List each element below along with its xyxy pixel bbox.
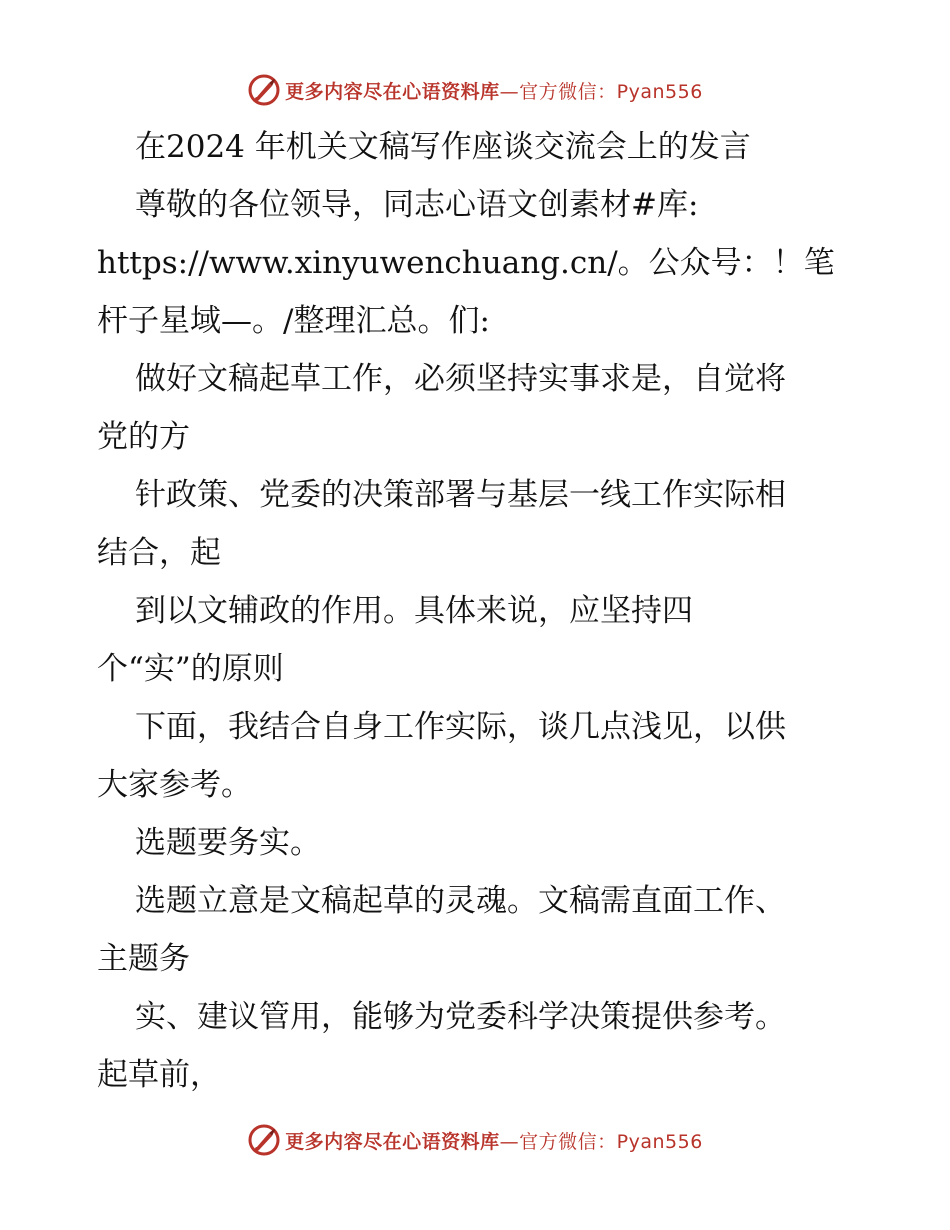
header-separator: — [499,80,520,103]
header-brand-text: 更多内容尽在心语资料库 [285,80,500,103]
header-banner-text [285,77,703,104]
document-line: 选题要务实。 [135,825,321,861]
document-line: 个“实”的原则 [97,651,284,687]
document-line: 做好文稿起草工作，必须坚持实事求是，自觉将 [135,361,786,397]
document-line: 起草前， [97,1057,221,1093]
document-line: 尊敬的各位领导，同志心语文创素材#库: [135,187,699,223]
brush-logo-icon [247,73,281,107]
document-line: 选题立意是文稿起草的灵魂。文稿需直面工作、 [135,883,786,919]
document-body [97,118,857,1104]
document-line: https://www.xinyuwenchuang.cn/。公众号：！笔 [97,245,835,281]
document-line: 主题务 [97,941,190,977]
document-line: 在2024 年机关文稿写作座谈交流会上的发言 [135,129,751,165]
document-line: 大家参考。 [97,767,252,803]
document-line: 杆子星域—。/整理汇总。们: [97,303,490,339]
footer-separator: — [499,1130,520,1153]
document-line: 结合，起 [97,535,221,571]
document-line: 到以文辅政的作用。具体来说，应坚持四 [135,593,693,629]
document-line: 实、建议管用，能够为党委科学决策提供参考。 [135,999,786,1035]
document-line: 党的方 [97,419,190,455]
footer-banner [0,1120,950,1160]
header-contact-text: 官方微信：Pyan556 [519,80,703,103]
document-line: 下面，我结合自身工作实际，谈几点浅见，以供 [135,709,786,745]
brush-logo-icon [247,1123,281,1157]
header-banner [0,70,950,110]
document-line: 针政策、党委的决策部署与基层一线工作实际相 [135,477,786,513]
footer-brand-text: 更多内容尽在心语资料库 [285,1130,500,1153]
footer-contact-text: 官方微信：Pyan556 [519,1130,703,1153]
footer-banner-text [285,1127,703,1154]
